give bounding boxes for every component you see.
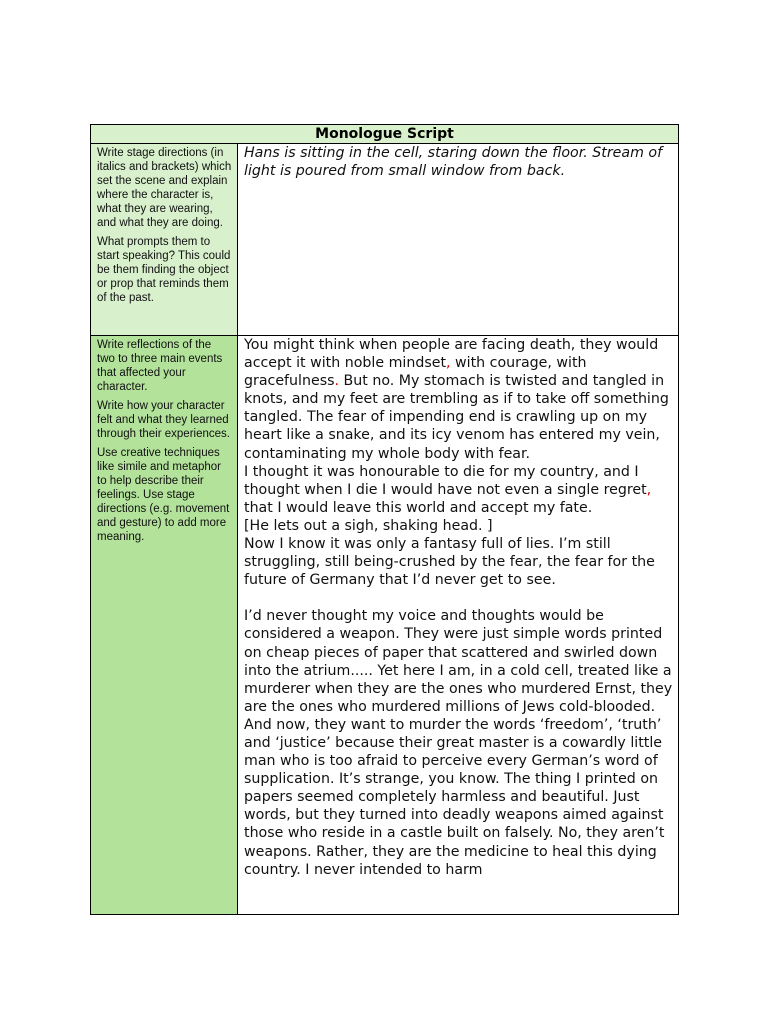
text-run: , (446, 355, 451, 372)
text-run: with courage, with gracefulness (244, 355, 587, 390)
monologue-paragraph: I’d never thought my voice and thoughts would be considered a weapon. They were just simple words printed on cheap pieces of paper that scattered and swirled down into the atrium..... Yet here I am, in a cold cell, treated like a murderer when they are the ones who murdered Ernst, they are the ones who murdered millions of Jews cold-blooded. And now, they want to murder the words ‘freedom’, ‘truth’ and ‘justice’ because their great master is a cowardly little man who is too afraid to perceive every German’s word of supplication. It’s strange, you know. The thing I printed on papers seemed completely harmless and beautiful. Just words, but they turned into deadly weapons aimed against those who reside in a castle built on falsely. No, they aren’t weapons. Rather, they are the medicine to heal this dying country. I never intended to harm (244, 608, 673, 878)
table-row-reflections (91, 336, 679, 915)
instructions-cell (91, 144, 238, 336)
text-run: But no. My stomach is twisted and tangled in knots, and my feet are trembling as if to take off something tangled. The fear of impending end is crawling up on my heart like a snake, and its icy venom has entered my vein, contaminating my whole body with fear. (244, 373, 669, 462)
instruction-text: Write how your character felt and what they learned through their experiences. (97, 400, 230, 440)
stage-direction-cell[interactable] (238, 144, 679, 336)
instruction-text: Write stage directions (in italics and brackets) which set the scene and explain where the character is, what they are wearing, and what they are doing. (97, 147, 232, 229)
instructions-cell (91, 336, 238, 915)
text-run: that I would leave this world and accept my fate. (244, 499, 593, 516)
text-run: . (334, 373, 340, 390)
instruction-text: Write reflections of the two to three main events that affected your character. (97, 339, 223, 393)
stage-direction-inline: [He lets out a sigh, shaking head. ] (244, 517, 493, 534)
text-run: I thought it was honourable to die for my country, and I thought when I die I would have not even a single regret (244, 463, 647, 498)
instruction-text: What prompts them to start speaking? This could be them finding the object or prop that reminds them of the past. (97, 236, 231, 304)
text-run: , (646, 481, 652, 498)
monologue-paragraph: Now I know it was only a fantasy full of lies. I’m still struggling, still being-crushed by the fear, the fear for the future of Germany that I’d never get to see. (244, 536, 655, 589)
monologue-text (238, 336, 678, 914)
monologue-cell[interactable] (238, 336, 679, 915)
table-title: Monologue Script (91, 125, 679, 144)
monologue-script-table (90, 124, 679, 915)
monologue-paragraph (244, 463, 674, 517)
instruction-text: Use creative techniques like simile and metaphor to help describe their feelings. Use stage directions (e.g. movement and gesture) to add more meaning. (97, 447, 230, 543)
stage-direction-text: Hans is sitting in the cell, staring down the floor. Stream of light is poured from small window from back. (244, 145, 663, 180)
blank-line (244, 589, 674, 607)
text-run: You might think when people are facing death, they would accept it with noble mindset (244, 337, 659, 372)
monologue-paragraph (244, 336, 674, 463)
table-row-stage-directions (91, 144, 679, 336)
